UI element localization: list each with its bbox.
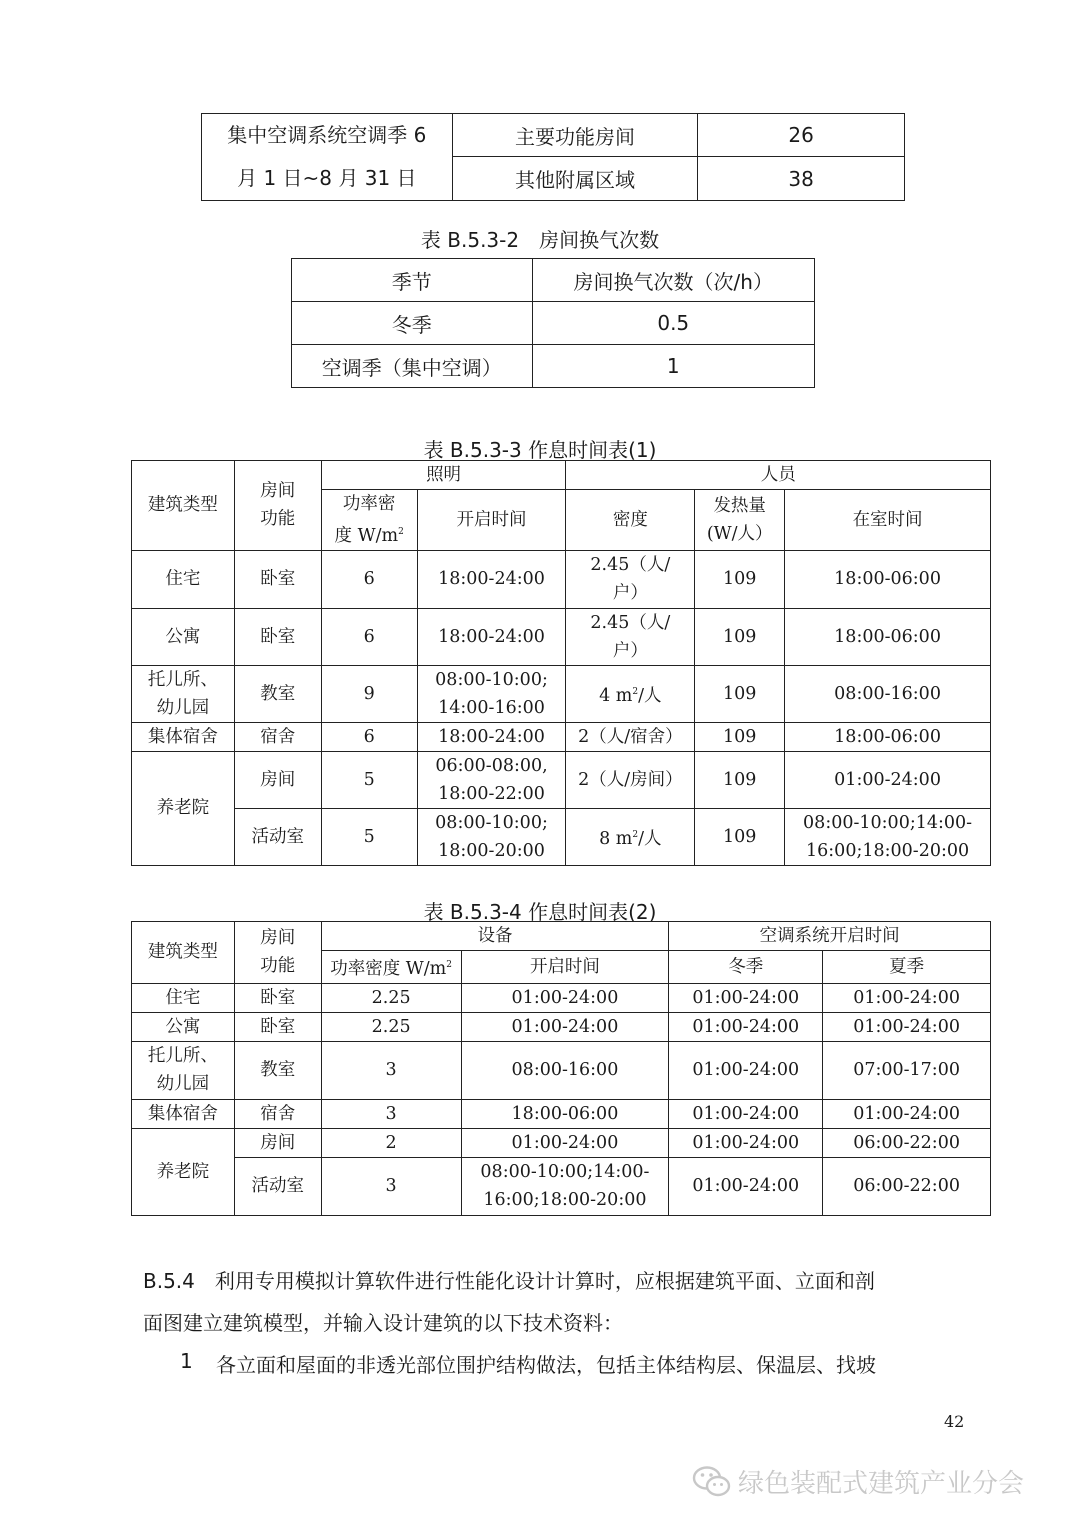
table-header-row <box>132 922 991 951</box>
table-cell: 38 <box>698 157 905 201</box>
header-cell: 房间 功能 <box>234 461 321 551</box>
table-row: 养老院 房间 2 01:00-24:00 01:00-24:00 06:00-22:00 <box>132 1128 991 1157</box>
table-row <box>292 345 815 388</box>
table-row: 活动室 5 08:00-10:00; 18:00-20:00 8 $m^2/$人 109 08:00-10:00;14:00- 16:00;18:00-20:00 <box>132 808 991 865</box>
table-row: 公寓 卧室 2.25 01:00-24:00 01:00-24:00 01:00-24:00 <box>132 1012 991 1041</box>
period-cell: 集中空调系统空调季 6 月 1 日~8 月 31 日 <box>202 114 453 201</box>
table-row: 养老院 房间 5 06:00-08:00, 18:00-22:00 2（人/房间） 109 01:00-24:00 <box>132 751 991 808</box>
table-cell: 其他附属区域 <box>452 157 698 201</box>
header-cell: 功率密 度 $W/m^2$ <box>321 490 417 551</box>
table-row: 住宅 卧室 2.25 01:00-24:00 01:00-24:00 01:00-24:00 <box>132 983 991 1012</box>
page-number: 42 <box>944 1412 965 1431</box>
table-row: 活动室 3 08:00-10:00;14:00- 16:00;18:00-20:00 01:00-24:00 06:00-22:00 <box>132 1157 991 1215</box>
paragraph-b54: B.5.4 利用专用模拟计算软件进行性能化设计计算时，应根据建筑平面、立面和剖 <box>143 1269 875 1293</box>
header-cell: 房间 功能 <box>234 922 321 984</box>
table-header-row <box>132 461 991 490</box>
table-row: 集体宿舍 宿舍 3 18:00-06:00 01:00-24:00 01:00-24:00 <box>132 1099 991 1128</box>
header-cell: 功率密度 $W/m^2$ <box>321 951 461 984</box>
header-cell: 发热量 (W/人） <box>695 490 785 551</box>
table-row: 公寓 卧室 6 18:00-24:00 2.45（人/ 户） 109 18:00-06:00 <box>132 608 991 665</box>
table-row: 托儿所、 幼儿园 教室 3 08:00-16:00 01:00-24:00 07:00-17:00 <box>132 1041 991 1099</box>
header-cell: 建筑类型 <box>132 461 235 551</box>
table-cell: 空调季（集中空调） <box>292 345 533 388</box>
table-cell: 冬季 <box>292 302 533 345</box>
header-cell: 开启时间 <box>461 951 669 984</box>
table-row <box>292 302 815 345</box>
table-cell: 0.5 <box>532 302 815 345</box>
table-header-row <box>292 259 815 302</box>
header-cell: 人员 <box>566 461 991 490</box>
header-cell: 空调系统开启时间 <box>669 922 991 951</box>
table-cell: 主要功能房间 <box>452 114 698 157</box>
table-cell: 26 <box>698 114 905 157</box>
header-cell: 房间换气次数（次/h） <box>532 259 815 302</box>
table-row <box>202 114 905 157</box>
table-schedule-2 <box>131 921 991 1216</box>
table-air-change <box>291 258 815 388</box>
table-row: 托儿所、 幼儿园 教室 9 08:00-10:00; 14:00-16:00 4 $m^2/$人 109 08:00-16:00 <box>132 665 991 722</box>
list-item-text: 各立面和屋面的非透光部位围护结构做法，包括主体结构层、保温层、找坡 <box>216 1353 876 1377</box>
table-caption: 表 B.5.3-2 房间换气次数 <box>420 228 660 252</box>
header-cell: 在室时间 <box>785 490 991 551</box>
paragraph-b54-cont: 面图建立建筑模型，并输入设计建筑的以下技术资料： <box>143 1311 623 1335</box>
header-cell: 季节 <box>292 259 533 302</box>
list-item-number: 1 <box>180 1349 193 1373</box>
header-cell: 照明 <box>321 461 566 490</box>
header-cell: 建筑类型 <box>132 922 235 984</box>
table-row: 住宅 卧室 6 18:00-24:00 2.45（人/ 户） 109 18:00-06:00 <box>132 550 991 608</box>
table-aircon-period <box>201 113 905 201</box>
header-cell: 设备 <box>321 922 669 951</box>
watermark <box>692 1463 1024 1500</box>
header-cell: 开启时间 <box>417 490 566 551</box>
table-caption: 表 B.5.3-3 作息时间表(1) <box>423 438 657 462</box>
watermark-text: 绿色装配式建筑产业分会 <box>738 1469 1025 1499</box>
table-schedule-1 <box>131 460 991 866</box>
table-cell: 1 <box>532 345 815 388</box>
header-cell: 夏季 <box>823 951 991 984</box>
table-caption: 表 B.5.3-4 作息时间表(2) <box>423 900 657 924</box>
wechat-icon <box>692 1465 732 1499</box>
table-row: 集体宿舍 宿舍 6 18:00-24:00 2（人/宿舍） 109 18:00-06:00 <box>132 722 991 751</box>
header-cell: 冬季 <box>669 951 823 984</box>
header-cell: 密度 <box>566 490 695 551</box>
